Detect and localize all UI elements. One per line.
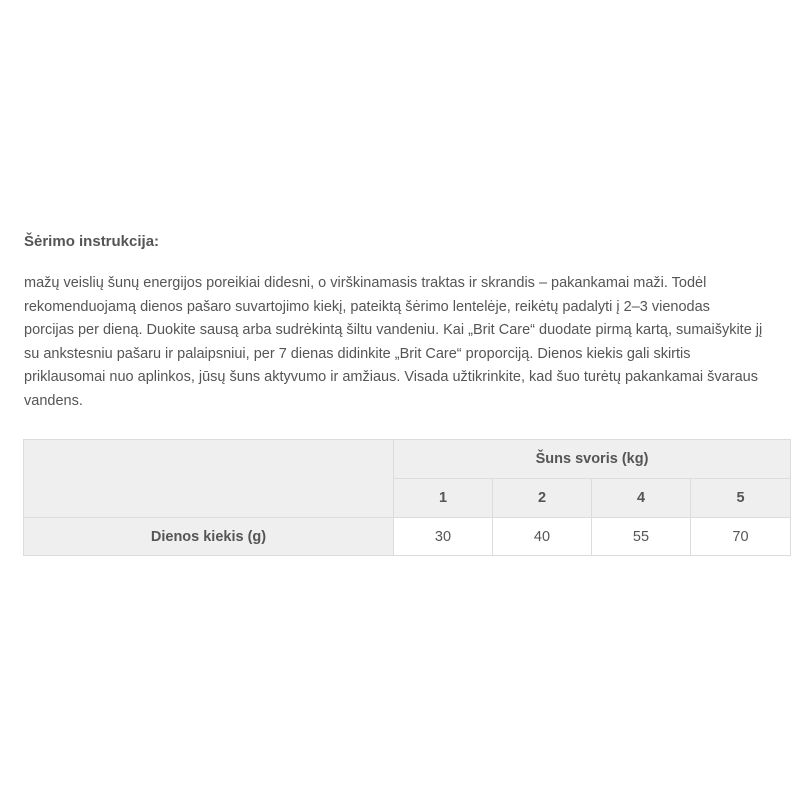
paragraph-line: mažų veislių šunų energijos poreikiai didesni, o virškinamasis traktas ir skrandis – pakankamai maži. Todėl <box>24 275 707 291</box>
weight-header-cell: 5 <box>691 479 791 518</box>
paragraph-line: rekomenduojamą dienos pašaro suvartojimo kiekį, pateiktą šėrimo lentelėje, reikėtų padalyti į 2–3 vienodas <box>24 298 710 315</box>
weight-header-cell: 4 <box>592 479 691 518</box>
paragraph-line: su ankstesniu pašaru ir palaipsniui, per 7 dienas didinkite „Brit Care“ proporciją. Dienos kiekis gali skirtis <box>24 345 691 362</box>
feeding-table <box>23 439 791 556</box>
instructions-paragraph <box>24 272 790 413</box>
table-corner-cell <box>24 440 394 518</box>
amount-cell: 30 <box>394 518 493 556</box>
paragraph-line: porcijas per dieną. Duokite sausą arba sudrėkintą šiltu vandeniu. Kai „Brit Care“ duodate pirmą kartą, sumaišykite jį <box>24 322 763 338</box>
amount-cell: 40 <box>493 518 592 556</box>
feeding-instructions-section <box>24 232 790 413</box>
paragraph-line: vandens. <box>24 392 83 409</box>
weight-group-header: Šuns svoris (kg) <box>394 440 791 479</box>
table-row <box>24 518 791 556</box>
weight-header-cell: 1 <box>394 479 493 518</box>
weight-header-cell: 2 <box>493 479 592 518</box>
amount-cell: 55 <box>592 518 691 556</box>
amount-cell: 70 <box>691 518 791 556</box>
section-heading: Šėrimo instrukcija: <box>24 233 160 250</box>
table-header-row <box>24 440 791 479</box>
paragraph-line: priklausomai nuo aplinkos, jūsų šuns aktyvumo ir amžiaus. Visada užtikrinkite, kad šuo turėtų pakankamai švaraus <box>24 369 758 385</box>
row-label-cell: Dienos kiekis (g) <box>24 518 394 556</box>
